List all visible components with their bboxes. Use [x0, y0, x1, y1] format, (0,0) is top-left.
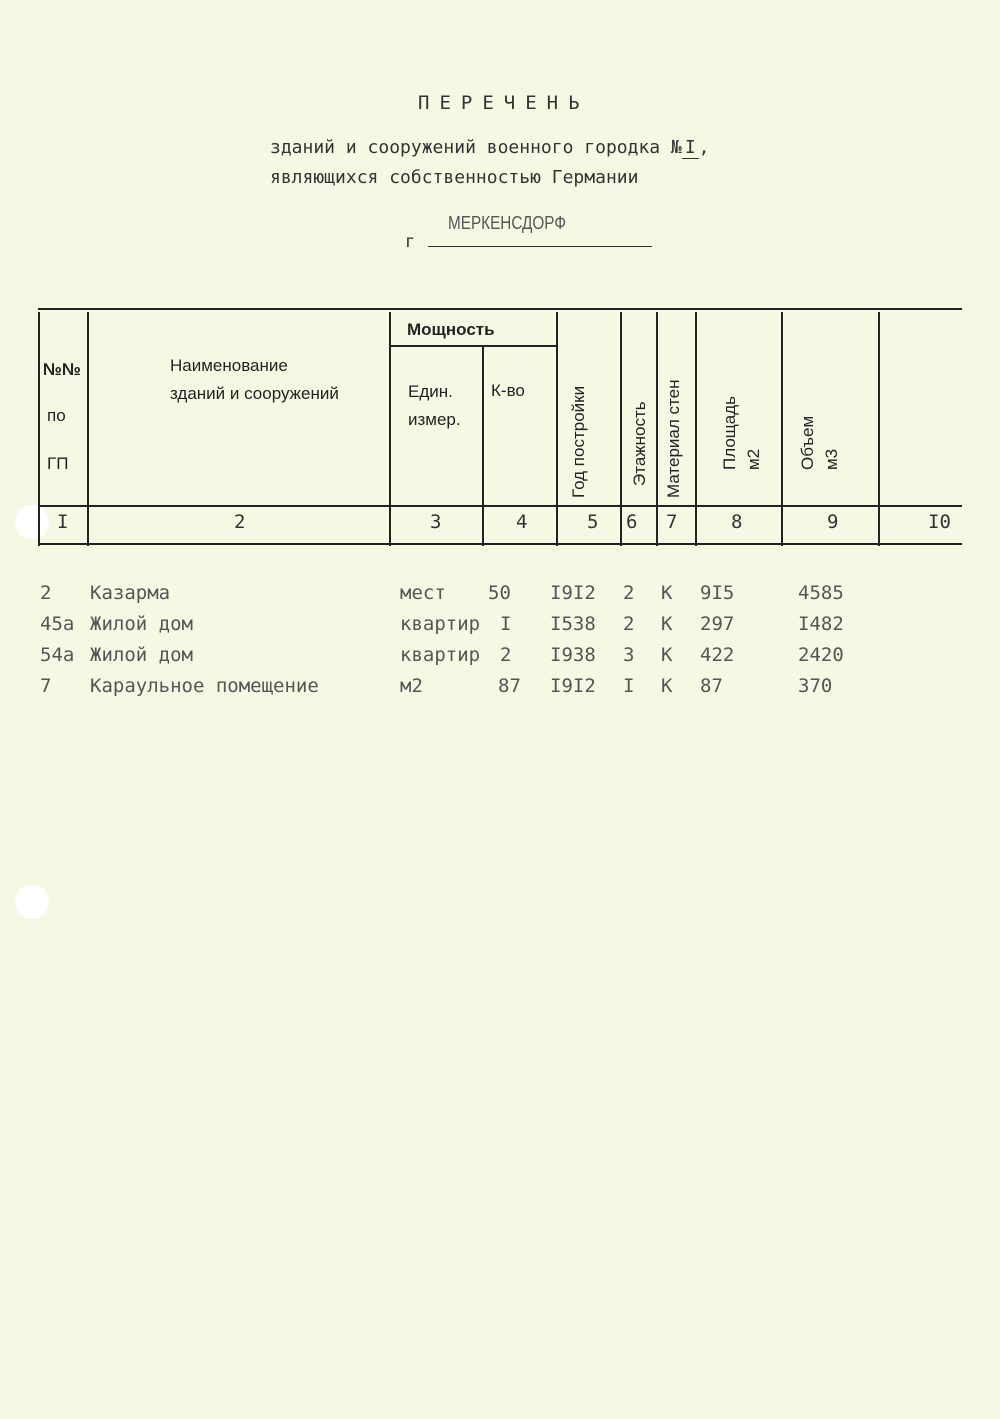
- document-title: ПЕРЕЧЕНЬ: [418, 92, 590, 114]
- cell-material: К: [661, 582, 673, 604]
- header-bottom-border: [38, 505, 962, 507]
- cell-gp: 7: [40, 675, 52, 697]
- cell-floors: 3: [623, 644, 635, 666]
- col-divider: [620, 312, 622, 546]
- header-unit: Един. измер.: [408, 382, 461, 429]
- cell-unit: мест: [400, 582, 446, 604]
- header-area: Площадь м2: [720, 395, 763, 470]
- column-number: 3: [430, 511, 442, 533]
- column-number: 5: [587, 511, 599, 533]
- column-number: 7: [666, 511, 678, 533]
- cell-material: К: [661, 675, 673, 697]
- cell-material: К: [661, 644, 673, 666]
- cell-volume: 2420: [798, 644, 844, 666]
- header-gp-line3: ГП: [47, 454, 69, 473]
- cell-qty: I: [500, 613, 512, 635]
- buildings-table-header: [0, 0, 1000, 560]
- cell-year: I9I2: [550, 675, 596, 697]
- cell-floors: 2: [623, 582, 635, 604]
- cell-gp: 2: [40, 582, 52, 604]
- subtitle-text: зданий и сооружений военного городка №: [270, 137, 682, 158]
- cell-name: Жилой дом: [90, 644, 193, 666]
- col-divider: [87, 312, 89, 546]
- header-year: Год постройки: [569, 385, 588, 498]
- column-number: I0: [928, 511, 951, 533]
- col-divider: [656, 312, 658, 546]
- header-floors: Этажность: [630, 401, 649, 486]
- cell-area: 297: [700, 613, 735, 635]
- punch-hole-bottom: [15, 885, 49, 919]
- column-number: I: [57, 511, 69, 533]
- subtitle-comma: ,: [698, 137, 710, 158]
- cell-year: I538: [550, 613, 596, 635]
- col-divider: [482, 345, 484, 546]
- cell-area: 9I5: [700, 582, 735, 604]
- cell-qty: 87: [498, 675, 521, 697]
- cell-floors: I: [623, 675, 635, 697]
- table-top-border: [38, 308, 962, 310]
- col-divider: [38, 312, 40, 546]
- column-number: 6: [626, 511, 638, 533]
- city-prefix: г: [405, 232, 416, 252]
- cell-qty: 50: [488, 582, 511, 604]
- col-divider: [695, 312, 697, 546]
- col-divider: [781, 312, 783, 546]
- cell-area: 87: [700, 675, 723, 697]
- header-capacity: Мощность: [407, 320, 495, 339]
- cell-volume: 4585: [798, 582, 844, 604]
- col-divider: [556, 312, 558, 546]
- cell-material: К: [661, 613, 673, 635]
- city-name: МЕРКЕНСДОРФ: [448, 213, 566, 233]
- col-divider: [389, 312, 391, 546]
- cell-volume: I482: [798, 613, 844, 635]
- cell-qty: 2: [500, 644, 512, 666]
- cell-name: Казарма: [90, 582, 171, 604]
- cell-name: Караульное помещение: [90, 675, 319, 697]
- header-gp-line1: №№: [43, 360, 81, 379]
- header-material: Материал стен: [664, 379, 683, 498]
- column-number: 9: [827, 511, 839, 533]
- column-number: 4: [516, 511, 528, 533]
- column-number: 2: [234, 511, 246, 533]
- capacity-divider: [391, 345, 557, 347]
- header-qty: К-во: [491, 381, 525, 400]
- cell-floors: 2: [623, 613, 635, 635]
- cell-unit: квартир: [400, 613, 481, 635]
- cell-year: I938: [550, 644, 596, 666]
- cell-year: I9I2: [550, 582, 596, 604]
- cell-gp: 45а: [40, 613, 75, 635]
- cell-gp: 54а: [40, 644, 75, 666]
- cell-volume: 370: [798, 675, 833, 697]
- col-divider: [878, 312, 880, 546]
- cell-unit: м2: [400, 675, 423, 697]
- column-number: 8: [731, 511, 743, 533]
- town-number: I: [682, 137, 699, 159]
- cell-unit: квартир: [400, 644, 481, 666]
- header-gp-line2: по: [47, 406, 66, 425]
- cell-area: 422: [700, 644, 735, 666]
- header-volume: Объем м3: [798, 415, 841, 470]
- cell-name: Жилой дом: [90, 613, 193, 635]
- header-name: Наименование зданий и сооружений: [170, 356, 339, 403]
- document-subtitle-line2: являющихся собственностью Германии: [270, 167, 639, 188]
- number-row-bottom-border: [38, 543, 962, 545]
